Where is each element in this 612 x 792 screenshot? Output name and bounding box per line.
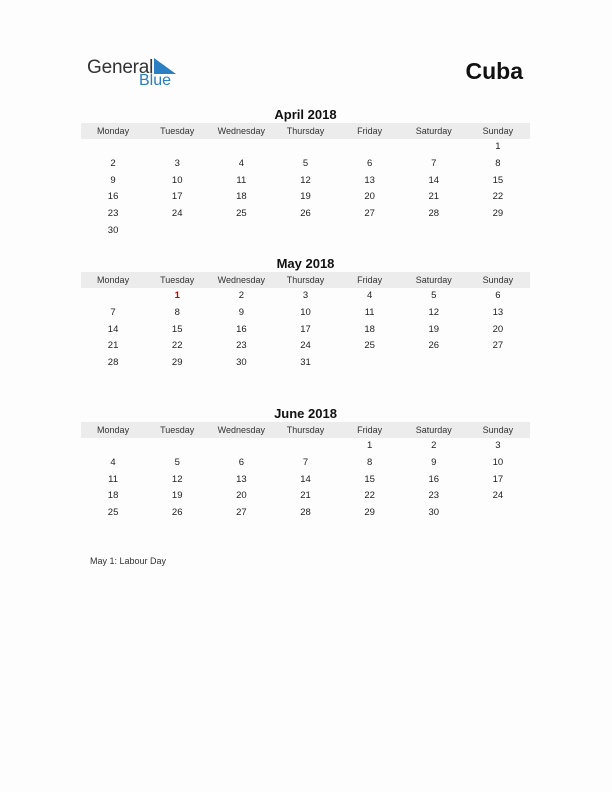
day-cell: 14 [300, 473, 311, 485]
weekday-label: Tuesday [160, 425, 195, 435]
day-cell: 28 [428, 208, 440, 220]
empty-day-cell [81, 438, 145, 455]
day-cell: 25 [236, 208, 247, 220]
weekday-label: Wednesday [217, 126, 266, 136]
day-cell: 16 [107, 191, 119, 203]
weekday-label: Monday [97, 126, 130, 136]
week-row [81, 288, 530, 305]
day-cell: 30 [428, 507, 440, 519]
day-cell: 29 [364, 507, 375, 519]
weekday-label: Saturday [415, 275, 452, 285]
day-cell: 8 [495, 157, 501, 169]
day-cell: 25 [107, 507, 119, 519]
week-row [81, 505, 530, 522]
week-row [81, 338, 530, 355]
day-cell: 23 [428, 490, 440, 502]
day-cell: 1 [366, 440, 373, 451]
weekday-label: Thursday [286, 126, 325, 136]
weekday-label: Thursday [286, 275, 325, 285]
month-june [81, 405, 530, 522]
weekday-label: Saturday [415, 425, 452, 435]
day-cell: 17 [492, 473, 504, 485]
day-cell: 5 [174, 456, 180, 468]
empty-day-cell [402, 355, 466, 372]
week-row [81, 189, 530, 206]
day-cell: 10 [300, 306, 311, 318]
weekday-label: Tuesday [160, 275, 195, 285]
day-cell: 15 [364, 473, 375, 485]
weekday-label: Sunday [482, 275, 514, 285]
day-cell: 24 [300, 340, 311, 352]
day-cell: 2 [238, 290, 244, 301]
weekday-label: Monday [97, 425, 130, 435]
week-row [81, 438, 530, 455]
empty-day-cell [273, 223, 337, 240]
day-cell: 27 [364, 208, 375, 220]
day-cell: 28 [107, 357, 119, 369]
weekday-label: Sunday [482, 425, 514, 435]
day-cell: 10 [492, 456, 504, 468]
empty-day-cell [338, 139, 402, 156]
day-cell: 26 [171, 507, 183, 519]
week-row [81, 455, 530, 472]
month-title: April 2018 [274, 107, 337, 122]
day-cell: 5 [431, 290, 437, 301]
day-cell: 14 [428, 174, 440, 186]
day-cell: 29 [492, 208, 504, 220]
week-row [81, 488, 530, 505]
logo-general-text: General [87, 57, 154, 78]
empty-day-cell [466, 505, 530, 522]
weekday-header [81, 422, 530, 438]
week-row [81, 472, 530, 489]
empty-day-cell [145, 438, 209, 455]
weekday-label: Friday [357, 425, 383, 435]
day-cell: 30 [107, 224, 119, 236]
day-cell: 28 [300, 507, 311, 519]
empty-day-cell [338, 223, 402, 240]
day-cell: 27 [236, 507, 247, 519]
day-cell: 20 [492, 323, 504, 335]
day-cell: 7 [302, 456, 309, 468]
day-cell: 24 [492, 490, 504, 502]
day-cell: 30 [236, 357, 247, 369]
day-cell: 4 [110, 456, 116, 468]
empty-day-cell [145, 223, 209, 240]
day-cell: 11 [108, 473, 118, 485]
week-row [81, 322, 530, 339]
empty-day-cell [466, 223, 530, 240]
day-cell: 6 [495, 290, 501, 301]
day-cell: 7 [431, 157, 437, 169]
day-cell: 21 [428, 191, 440, 203]
day-cell: 4 [238, 157, 244, 169]
week-row [81, 139, 530, 156]
empty-day-cell [209, 438, 273, 455]
day-cell: 12 [171, 473, 183, 485]
day-cell: 1 [495, 141, 501, 152]
month-may [81, 255, 530, 372]
day-cell: 19 [171, 490, 183, 502]
weekday-label: Monday [97, 275, 130, 285]
day-cell: 11 [364, 306, 375, 318]
day-cell: 26 [428, 340, 440, 352]
day-cell: 17 [300, 323, 311, 335]
day-cell: 24 [171, 208, 183, 220]
empty-day-cell [81, 288, 145, 305]
day-cell: 22 [171, 340, 183, 352]
day-cell: 12 [428, 306, 440, 318]
empty-day-cell [273, 139, 337, 156]
weekday-label: Saturday [415, 126, 452, 136]
empty-day-cell [145, 139, 209, 156]
weekday-header [81, 272, 530, 288]
day-cell: 20 [236, 490, 247, 502]
holiday-day-cell: 1 [174, 290, 180, 301]
holiday-notes [90, 556, 166, 566]
weekday-header [81, 123, 530, 139]
day-cell: 29 [171, 357, 183, 369]
weekday-label: Wednesday [217, 275, 266, 285]
weekday-label: Sunday [482, 126, 514, 136]
day-cell: 15 [492, 174, 504, 186]
month-april [81, 106, 530, 240]
week-row [81, 156, 530, 173]
day-cell: 27 [492, 340, 504, 352]
week-row [81, 206, 530, 223]
generalblue-logo [87, 57, 187, 93]
day-cell: 25 [364, 340, 375, 352]
day-cell: 3 [174, 157, 180, 169]
day-cell: 11 [236, 174, 247, 186]
day-cell: 20 [364, 191, 375, 203]
day-cell: 10 [171, 174, 183, 186]
day-cell: 16 [236, 323, 247, 335]
empty-day-cell [209, 223, 273, 240]
day-cell: 19 [428, 323, 440, 335]
day-cell: 9 [238, 306, 244, 318]
day-cell: 13 [364, 174, 375, 186]
day-cell: 13 [492, 306, 504, 318]
empty-day-cell [81, 139, 145, 156]
logo-blue-text: Blue [139, 72, 172, 89]
country-title: Cuba [465, 58, 523, 84]
day-cell: 18 [364, 323, 375, 335]
week-row [81, 223, 530, 240]
day-cell: 4 [366, 290, 373, 301]
weekday-label: Friday [357, 126, 383, 136]
empty-day-cell [402, 139, 466, 156]
week-row [81, 305, 530, 322]
weekday-label: Wednesday [217, 425, 266, 435]
day-cell: 22 [364, 490, 375, 502]
day-cell: 2 [431, 440, 437, 451]
day-cell: 23 [107, 208, 119, 220]
week-row [81, 355, 530, 372]
holiday-note: May 1: Labour Day [90, 556, 167, 566]
weekday-label: Tuesday [160, 126, 195, 136]
week-row [81, 173, 530, 190]
day-cell: 21 [300, 490, 311, 502]
month-title: May 2018 [276, 256, 335, 271]
day-cell: 23 [236, 340, 247, 352]
day-cell: 18 [236, 191, 247, 203]
empty-day-cell [402, 223, 466, 240]
day-cell: 17 [171, 191, 183, 203]
day-cell: 8 [174, 306, 180, 318]
day-cell: 19 [300, 191, 311, 203]
day-cell: 12 [300, 174, 311, 186]
day-cell: 7 [110, 306, 116, 318]
day-cell: 6 [366, 157, 373, 169]
weekday-label: Friday [357, 275, 383, 285]
day-cell: 3 [495, 440, 501, 451]
empty-day-cell [209, 139, 273, 156]
day-cell: 18 [107, 490, 119, 502]
day-cell: 6 [238, 456, 244, 468]
empty-day-cell [466, 355, 530, 372]
day-cell: 16 [428, 473, 440, 485]
day-cell: 31 [300, 357, 311, 369]
day-cell: 2 [110, 157, 116, 169]
day-cell: 9 [431, 456, 437, 468]
day-cell: 22 [492, 191, 504, 203]
day-cell: 15 [171, 323, 183, 335]
day-cell: 13 [236, 473, 247, 485]
empty-day-cell [273, 438, 337, 455]
weekday-label: Thursday [286, 425, 325, 435]
day-cell: 9 [110, 174, 116, 186]
day-cell: 5 [302, 157, 309, 169]
month-title: June 2018 [274, 406, 337, 421]
day-cell: 3 [302, 290, 309, 301]
day-cell: 14 [107, 323, 119, 335]
empty-day-cell [338, 355, 402, 372]
day-cell: 21 [107, 340, 119, 352]
day-cell: 8 [366, 456, 373, 468]
day-cell: 26 [300, 208, 311, 220]
